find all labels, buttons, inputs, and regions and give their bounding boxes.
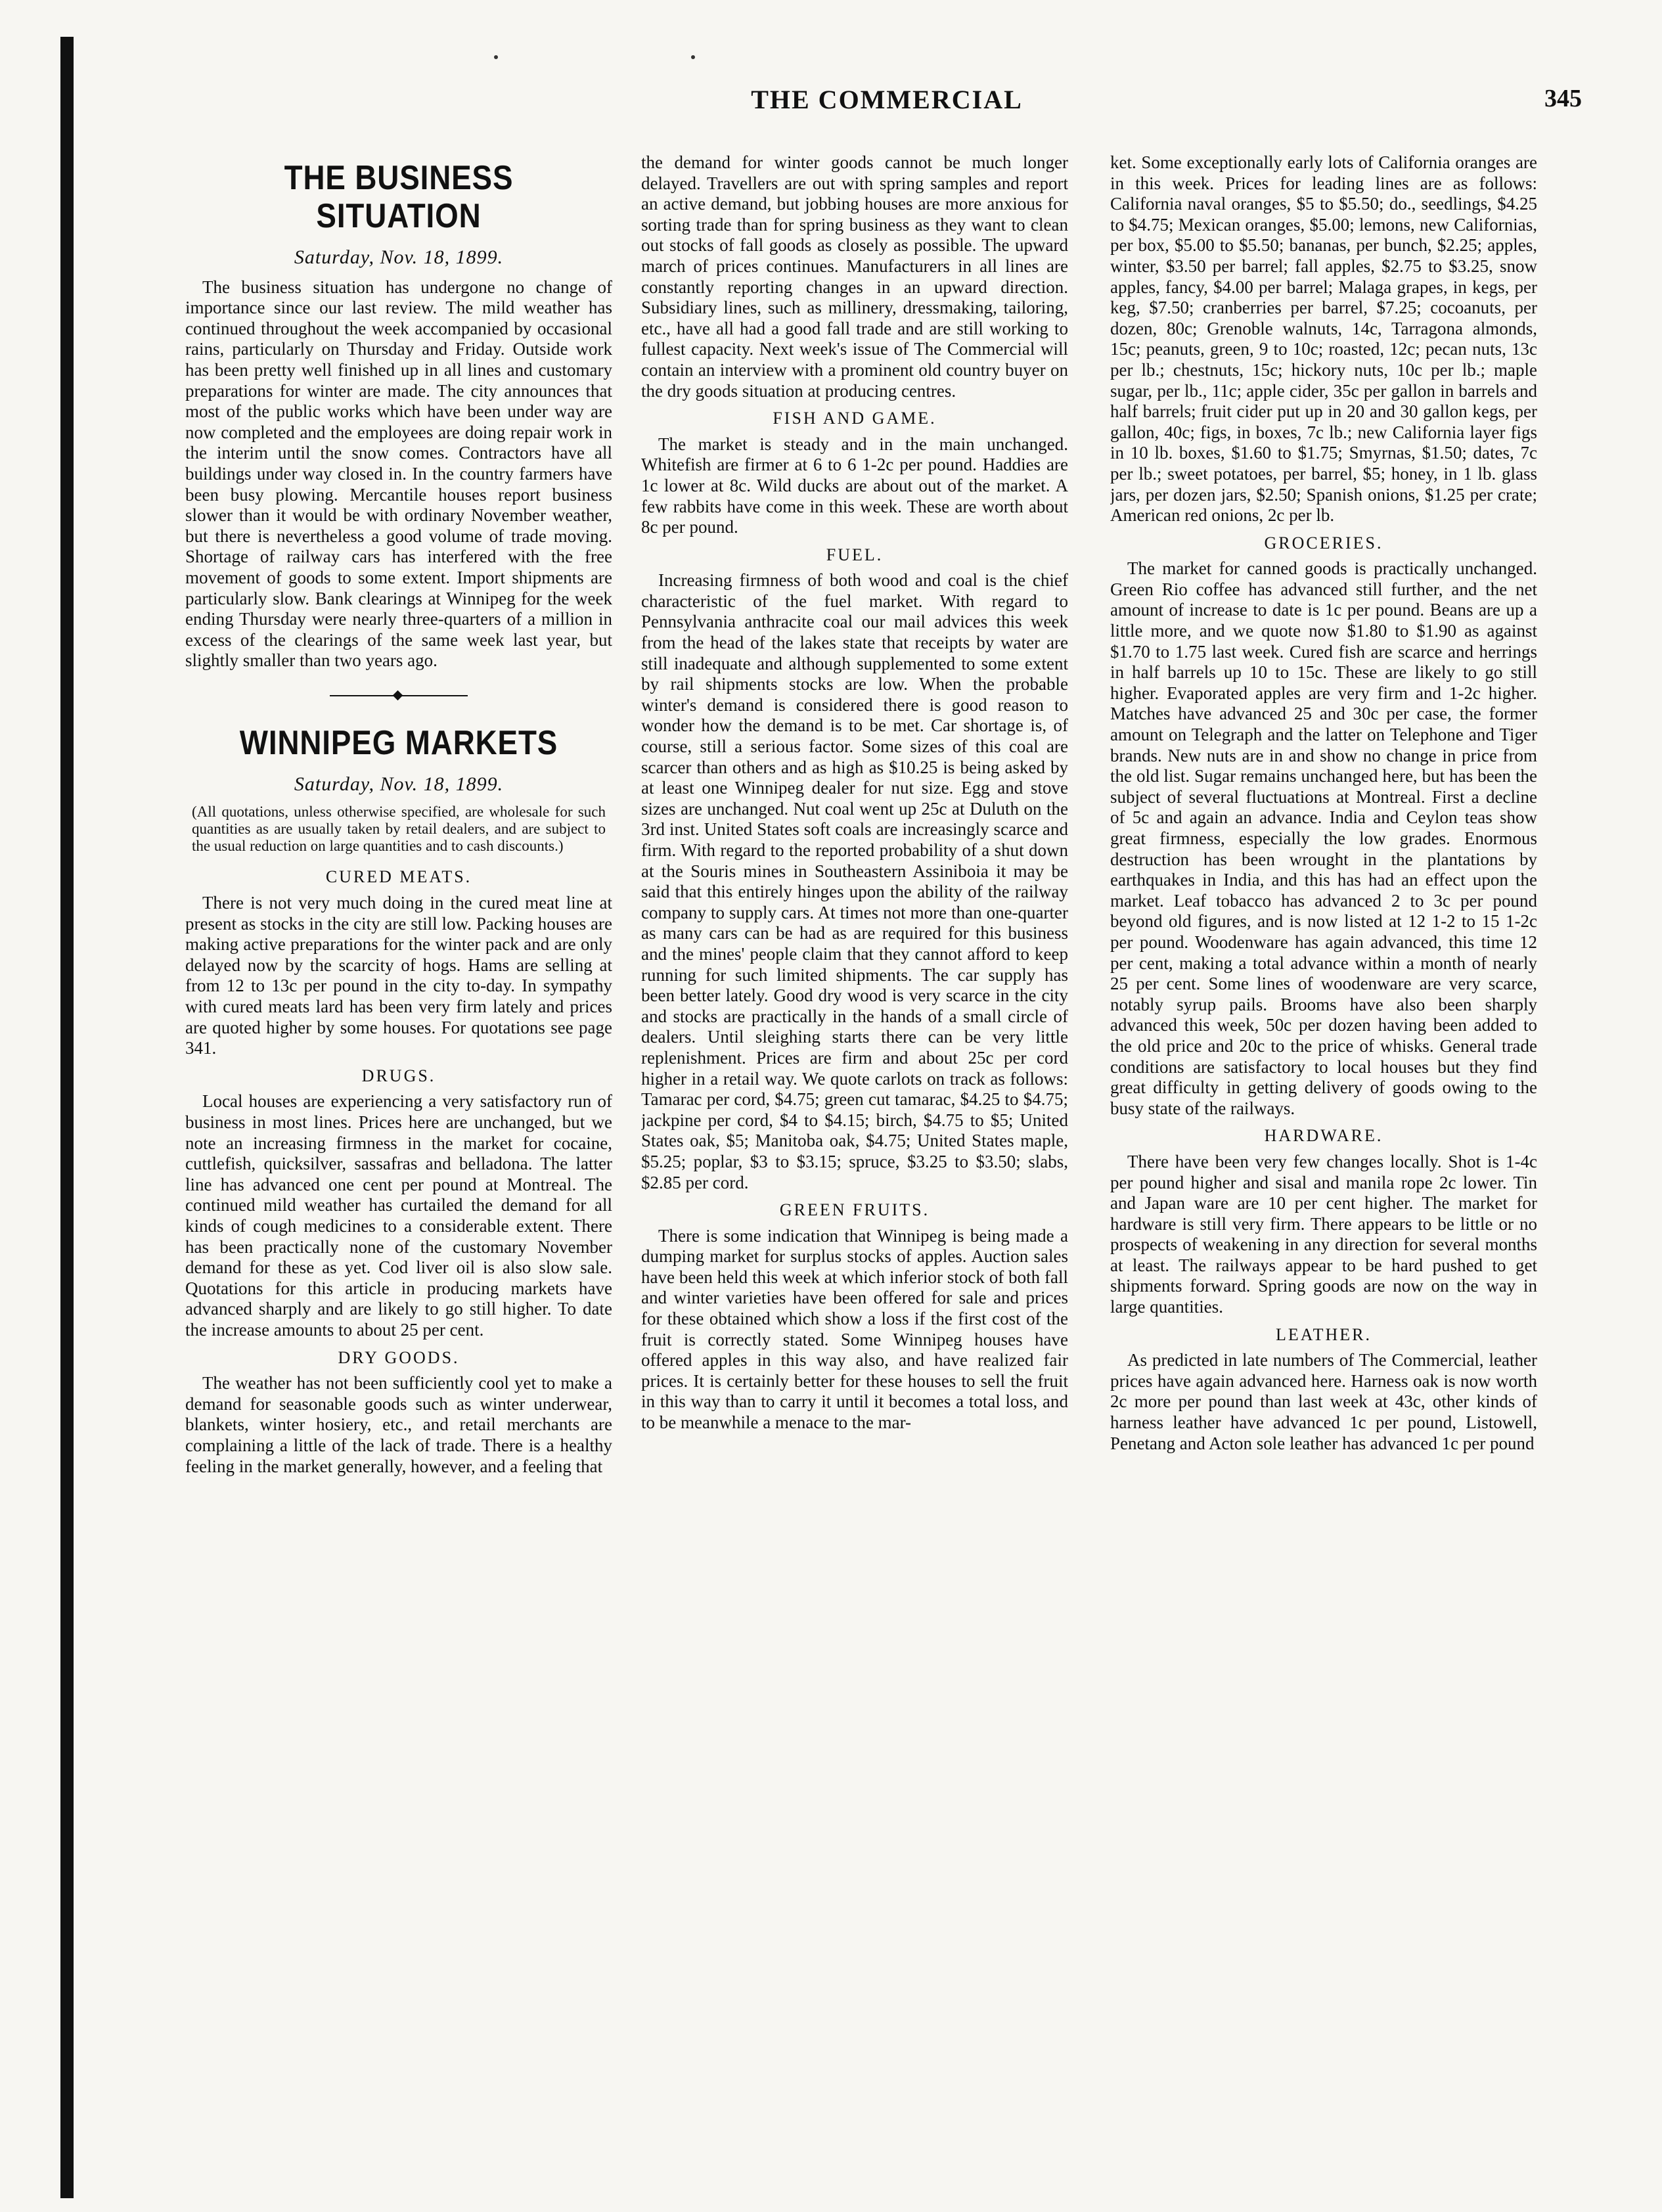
cured-meats-text: There is not very much doing in the cured meat line at present as stocks in the city are still low. Packing houses are making active preparations for the winter pack and are only delayed now by the scarcity of hogs. Hams are selling at from 12 to 13c per pound in the city to-day. In sympathy with cured meats lard has been very firm lately and prices are quoted higher by some houses. For quotations see page 341. <box>185 893 612 1058</box>
dry-goods-text: The weather has not been sufficiently cool yet to make a demand for seasonable goods such as winter underwear, blankets, winter hosiery, etc., and retail merchants are complaining a little of the lack of trade. There is a healthy feeling in the market generally, however, and a feeling that <box>185 1373 612 1476</box>
column-1 <box>185 152 612 2169</box>
hardware-text: There have been very few changes locally. Shot is 1-4c per pound higher and sisal and manila rope 2c lower. Tin and Japan ware are 10 per cent higher. The market for hardware is still very firm. There appears to be little or no prospects of weakening in any direction for several months at least. The railways appear to be hard pushed to get shipments forward. Spring goods are now on the way in large quantities. <box>1110 1151 1537 1317</box>
business-situation-text: The business situation has undergone no change of importance since our last review. The mild weather has continued throughout the week accompanied by occasional rains, particularly on Thursday and Friday. Outside work has been pretty well finished up in all lines and customary preparations for winter are made. The city announces that most of the public works which have been under way are now completed and the employees are doing repair work in the interim until the snow comes. Contractors have all buildings under way closed in. In the country farmers have been busy plowing. Mercantile houses report business slower than it would be with ordinary November weather, but there is nevertheless a good volume of trade moving. Shortage of railway cars has interfered with the free movement of goods to some extent. Import shipments are particularly slow. Bank clearings at Winnipeg for the week ending Thursday were nearly three-quarters of a million in excess of the clearings of the same week last year, but slightly smaller than two years ago. <box>185 277 612 671</box>
column-2 <box>641 152 1068 2176</box>
drugs-heading: DRUGS. <box>361 1066 436 1085</box>
cured-meats-heading: CURED MEATS. <box>325 867 472 887</box>
groceries-heading: GROCERIES. <box>1264 533 1383 553</box>
page-number: 345 <box>1544 85 1582 112</box>
business-dateline: Saturday, Nov. 18, 1899. <box>294 246 504 268</box>
groceries-text: The market for canned goods is practically unchanged. Green Rio coffee has advanced still further, and the net amount of increase to date is 1c per pound. Beans are up a little more, and we quote now $1.80 to $1.90 as against $1.70 to 1.75 last week. Cured fish are scarce and herrings in half barrels up 10 to 15c. These are likely to go still higher. Evaporated apples are very firm and 1-2c higher. Matches have advanced 25 and 30c per case, the former amount on Telegraph and the latter on Telephone and Tiger brands. New nuts are in and show no change in price from the old list. Sugar remains unchanged here, but has been the subject of several fluctuations at Montreal. First a decline of 5c and again an advance. India and Ceylon teas show great firmness, especially the low grades. Enormous destruction has been wrought in the plantations by earthquakes in India, and this has had an effect upon the market. Leaf tobacco has advanced 2 to 3c per pound beyond old figures, and is now listed at 12 1-2 to 15 1-2c per pound. Woodenware has again advanced, this time 12 per cent, making a total advance within a month of nearly 25 per cent. Some lines of woodenware are very scarce, notably syrup pails. Brooms have also been sharply advanced this week, 50c per dozen having been added to the old price and 20c to the price of whisks. General trade conditions are satisfactory to local houses but they find great difficulty in getting delivery of goods owing to the busy state of the railways. <box>1110 558 1537 1118</box>
hardware-heading: HARDWARE. <box>1264 1126 1383 1146</box>
fuel-text: Increasing firmness of both wood and coal is the chief characteristic of the fuel market. With regard to Pennsylvania anthracite coal our mail advices this week from the head of the lakes state that receipts by water are still inadequate and although supplemented to some extent by rail shipments stocks are low. When the probable winter's demand is considered there is good reason to wonder how the demand is to be met. Car shortage is, of course, still a serious factor. Some sizes of this coal are scarcer than others and as high as $10.25 is being asked by at least one Winnipeg dealer for nut size. Egg and stove sizes are unchanged. Nut coal went up 25c at Duluth on the 3rd inst. United States soft coals are increasingly scarce and firm. With regard to the reported probability of a shut down at the Souris mines in Southeastern Assiniboia it may be said that this entirely hinges upon the ability of the railway company to supply cars. At times not more than one-quarter as many cars can be had as are required for this business and the mines' people claim that they cannot afford to keep running for such limited shipments. The car supply has been better lately. Good dry wood is very scarce in the city and stocks are practically in the hands of a small circle of dealers. Until sleighing starts there can be very little replenishment. Prices are firm and about 25c per cord higher in a retail way. We quote carlots on track as follows: Tamarac per cord, $4.75; green cut tamarac, $4.25 to $4.75; jackpine per cord, $4 to $4.15; birch, $4.75 to $5; United States oak, $5; Manitoba oak, $4.75; United States maple, $5.25; poplar, $3 to $3.15; spruce, $3.25 to $3.50; slabs, $2.85 per cord. <box>641 570 1068 1192</box>
green-fruits-heading: GREEN FRUITS. <box>779 1200 930 1220</box>
leather-heading: LEATHER. <box>1275 1324 1372 1344</box>
markets-dateline: Saturday, Nov. 18, 1899. <box>294 773 504 795</box>
speck-mark <box>494 55 498 59</box>
page-title: THE COMMERCIAL <box>751 85 1023 114</box>
dry-goods-heading: DRY GOODS. <box>338 1347 460 1367</box>
fish-and-game-text: The market is steady and in the main unchanged. Whitefish are firmer at 6 to 6 1-2c per pound. Haddies are 1c lower at 8c. Wild ducks are about out of the market. A few rabbits have come in this week. These are worth about 8c per pound. <box>641 434 1068 537</box>
fuel-heading: FUEL. <box>826 545 884 564</box>
section-divider <box>330 694 468 698</box>
dry-goods-continued-text: the demand for winter goods cannot be much longer delayed. Travellers are out with spring samples and report an active demand, but jobbing houses are more anxious for sorting trade than for spring business as they want to clean out stocks of fall goods as closely as possible. The upward march of prices continues. Manufacturers in all lines are constantly reporting changes in an upward direction. Subsidiary lines, such as millinery, dressmaking, tailoring, etc., have all had a good fall trade and are still working to fullest capacity. Next week's issue of The Commercial will contain an interview with a prominent old country buyer on the dry goods situation at producing centres. <box>641 152 1068 401</box>
leather-text: As predicted in late numbers of The Commercial, leather prices have again advanced here. Harness oak is now worth 2c more per pound than last week at 43c, other kinds of harness leather have advanced 1c per pound, Listowell, Penetang and Acton sole leather has advanced 1c per pound <box>1110 1350 1537 1453</box>
fish-and-game-heading: FISH AND GAME. <box>773 409 937 428</box>
quotations-note: (All quotations, unless otherwise specified, are wholesale for such quantities as are usually taken by retail dealers, and are subject to the usual reduction on large quantities and to cash discounts.) <box>192 803 606 855</box>
speck-mark <box>691 55 695 59</box>
binding-edge-bar <box>60 37 74 2198</box>
green-fruits-text: There is some indication that Winnipeg is being made a dumping market for surplus stocks of apples. Auction sales have been held this week at which inferior stock of both fall and winter varieties have been offered for sale and prices for these obtained which show a loss if the first cost of the fruit is correctly stated. Some Winnipeg houses have offered apples in this way also, and have realized fair prices. It is certainly better for these houses to sell the fruit in this way than to carry it until it becomes a total loss, and to be meanwhile a menace to the mar- <box>641 1225 1068 1433</box>
winnipeg-markets-headline: WINNIPEG MARKETS <box>239 723 558 762</box>
business-situation-headline: THE BUSINESS SITUATION <box>284 159 514 235</box>
green-fruits-continued-text: ket. Some exceptionally early lots of California oranges are in this week. Prices for leading lines are as follows: California naval oranges, $5 to $5.50; do., seedlings, $4.25 to $4.75; Mexican oranges, $5.00; lemons, new Californias, per box, $5.00 to $5.50; bananas, per bunch, $2.25; apples, winter, $3.50 per barrel; fall apples, $2.75 to $3.25, snow apples, fancy, $4.00 per barrel; Malaga grapes, in kegs, per keg, $7.50; cranberries per barrel, $7.25; cocoanuts, per dozen, 80c; Grenoble walnuts, 14c, Tarragona almonds, 15c; peanuts, green, 9 to 10c; roasted, 12c; pecan nuts, 13c per lb.; chestnuts, 15c; hickory nuts, 10c per lb.; maple sugar, per lb., 11c; apple cider, 35c per gallon in barrels and half barrels; fruit cider put up in 20 and 30 gallon kegs, per gallon, 40c; figs, in boxes, 7c lb.; new California layer figs in 10 lb. boxes, $1.60 to $1.75; Smyrnas, $1.50; dates, 7c per lb.; sweet potatoes, per barrel, $5; honey, in 1 lb. glass jars, per dozen jars, $2.50; Spanish onions, $1.25 per crate; American red onions, 2c per lb. <box>1110 152 1537 526</box>
drugs-text: Local houses are experiencing a very satisfactory run of business in most lines. Prices here are unchanged, but we note an increasing firmness in the market for cocaine, cuttlefish, quicksilver, sassafras and belladona. The latter line has advanced one cent per pound at Montreal. The continued mild weather has curtailed the demand for all kinds of cough medicines to a considerable extent. There has been practically none of the customary November demand for these as yet. Cod liver oil is also slow sale. Quotations for this article in producing markets have advanced sharply and are likely to go still higher. To date the increase amounts to about 25 per cent. <box>185 1091 612 1340</box>
page-header <box>0 84 1662 124</box>
column-3 <box>1110 152 1537 2176</box>
